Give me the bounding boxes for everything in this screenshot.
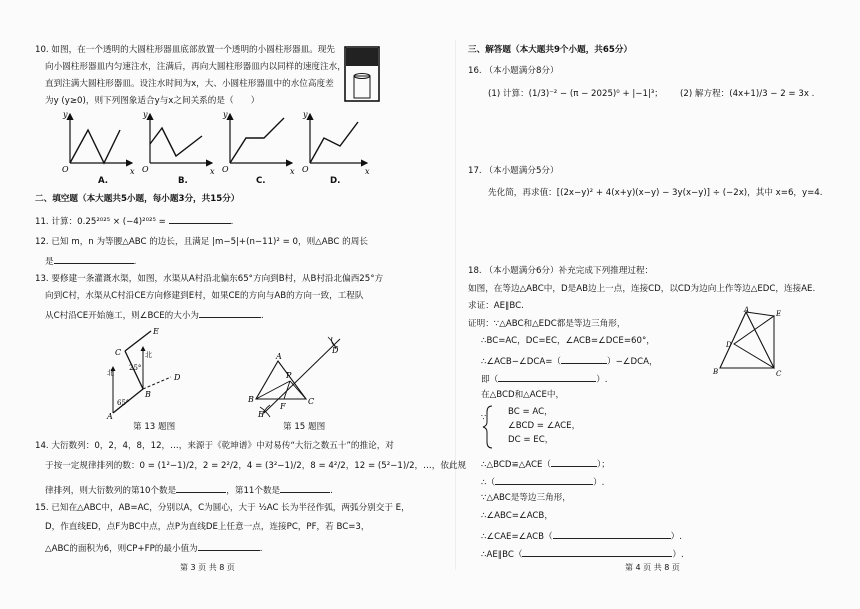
q11: 11. 计算：0.25²⁰²⁵ × (−4)²⁰²⁵ = . — [35, 214, 233, 228]
q18-proof8: ∵△ABC是等边三角形， — [481, 493, 571, 503]
svg-text:25°: 25° — [129, 364, 142, 372]
graph-option-a — [62, 110, 135, 176]
q13-line3: 从C村沿CE开始施工，则∠BCE的大小为 . — [45, 308, 264, 322]
q14-line2: 于按一定规律排列的数：0 = (1²−1)/2，2 = 2²/2，4 = (3²−1)/2，8 = 4²/2，12 = (5²−1)/2，…，依此规 — [45, 461, 467, 471]
svg-text:A: A — [744, 306, 750, 314]
q18-proof9: ∴∠ABC=∠ACB， — [481, 511, 553, 521]
svg-text:P: P — [286, 371, 292, 380]
q18-proof2: ∴BC=AC，DC=EC，∠ACB=∠DCE=60°， — [481, 336, 655, 346]
q18-line1: 如图，在等边△ABC中，D是AB边上一点，连接CD，以CD为边向上作等边△EDC，连接AE. — [468, 284, 816, 294]
svg-text:O: O — [222, 165, 229, 174]
figure-18 — [712, 306, 787, 378]
q10-line1: 10. 如图，在一个透明的大圆柱形器皿底部放置一个透明的小圆柱形器皿。现先 — [35, 45, 335, 55]
svg-text:A: A — [276, 352, 282, 361]
q12-line1: 12. 已知 m，n 为等腰△ABC 的边长，且满足 |m−5|+(n−11)² = 0，则△ABC 的周长 — [35, 237, 368, 247]
q18-proof3: ∴∠ACB−∠DCA=（ ）−∠DCA， — [481, 354, 658, 368]
q15-line1: 15. 已知在△ABC中，AB=AC，分别以A，C为圆心，大于 ½AC 长为半径作弧，两弧分别交于 E， — [35, 503, 410, 513]
left-page-footer: 第 3 页 共 8 页 — [180, 563, 235, 572]
svg-text:x: x — [210, 167, 215, 176]
figure-15 — [248, 333, 348, 419]
brace-line1: BC = AC， — [508, 407, 553, 417]
graph-option-b — [142, 110, 215, 176]
svg-text:B: B — [713, 368, 719, 376]
q16-part2: (2) 解方程：(4x+1)/3 − 2 = 3x . — [680, 89, 815, 99]
option-a-label: A. — [98, 176, 109, 186]
q16-title: 16. （本小题满分8分） — [468, 66, 559, 76]
q14-line3: 律排列，则大衍数列的第10个数是 ，第11个数是 . — [45, 483, 333, 497]
svg-text:C: C — [308, 397, 315, 406]
svg-text:O: O — [302, 165, 309, 174]
svg-text:B: B — [145, 390, 151, 399]
q18-title: 18. （本小题满分6分）补充完成下列推理过程： — [468, 266, 654, 276]
svg-text:E: E — [153, 327, 159, 336]
svg-text:E: E — [258, 410, 264, 419]
svg-text:y: y — [223, 110, 228, 119]
graph-option-d — [302, 110, 370, 176]
svg-text:E: E — [776, 310, 782, 318]
fig15-caption: 第 15 题图 — [283, 422, 326, 432]
q18-proof11: ∴AE∥BC（ ）. — [481, 547, 684, 561]
q10-line2: 向小圆柱形器皿内匀速注水，注满后，再向大圆柱形器皿内以同样的速度注水， — [45, 62, 346, 72]
svg-text:65°: 65° — [117, 399, 130, 407]
svg-text:O: O — [62, 165, 69, 174]
q18-proof7: ∴（ ）. — [481, 475, 604, 489]
svg-text:A: A — [107, 412, 113, 420]
option-c-label: C. — [256, 176, 266, 186]
svg-text:D: D — [174, 373, 181, 382]
q18-proof6: ∴△BCD≌△ACE（ ）； — [481, 457, 610, 471]
svg-text:x: x — [130, 167, 135, 176]
figure-13 — [95, 325, 205, 420]
q18-proof5: 在△BCD和△ACE中， — [481, 390, 565, 400]
q14-line1: 14. 大衍数列：0，2，4，8，12，…，来源于《乾坤谱》中对易传“大衍之数五十”的推论，对 — [35, 441, 394, 451]
svg-text:北: 北 — [107, 369, 114, 377]
cylinder-container-figure — [343, 44, 383, 104]
svg-text:x: x — [365, 167, 370, 176]
q17-text: 先化简，再求值：[(2x−y)² + 4(x+y)(x−y) − 3y(x−y)] ÷ (−2x)，其中 x=6，y=4. — [488, 188, 823, 198]
svg-text:O: O — [142, 165, 149, 174]
q10-line4: 为y (y≥0)，则下列图象适合y与x之间关系的是（ ） — [45, 96, 260, 106]
svg-text:D: D — [726, 341, 732, 349]
fig13-caption: 第 13 题图 — [133, 422, 176, 432]
svg-text:y: y — [63, 110, 68, 119]
q15-line2: D，作直线ED，点F为BC中点，点P为直线DE上任意一点，连接PC，PF，若 BC=3， — [45, 522, 370, 532]
graph-option-c — [222, 110, 295, 176]
svg-text:B: B — [248, 395, 254, 404]
q13-line1: 13. 要修建一条灌溉水渠，如图，水渠从A村沿北偏东65°方向到B村，从B村沿北偏西25°方 — [35, 274, 384, 284]
q10-option-graphs — [62, 108, 372, 186]
section-3-heading: 三、解答题（本大题共9个小题，共65分） — [468, 45, 633, 55]
section-2-heading: 二、填空题（本大题共5小题，每小题3分，共15分） — [35, 194, 240, 204]
svg-text:C: C — [115, 348, 122, 357]
q18-proof1: 证明：∵△ABC和△EDC都是等边三角形， — [468, 319, 626, 329]
svg-text:y: y — [303, 110, 308, 119]
svg-text:y: y — [143, 110, 148, 119]
q18-line2: 求证：AE∥BC. — [468, 301, 524, 311]
q18-proof4: 即（ ）. — [481, 372, 608, 386]
svg-text:C: C — [776, 370, 782, 378]
q17-title: 17. （本小题满分5分） — [468, 166, 559, 176]
svg-text:F: F — [280, 402, 286, 411]
svg-text:D: D — [332, 346, 339, 355]
q18-proof10: ∴∠CAE=∠ACB（ ）. — [481, 529, 682, 543]
q10-line3: 直到注满大圆柱形器皿。设注水时间为x，大、小圆柱形器皿中的水位高度差 — [45, 79, 334, 89]
q16-part1: (1) 计算：(1/3)⁻² − (π − 2025)⁰ + |−1|³； — [488, 89, 663, 99]
brace-line2: ∠BCD = ∠ACE， — [508, 421, 581, 431]
svg-text:x: x — [290, 167, 295, 176]
page-divider — [455, 40, 456, 570]
q12-line2: 是 . — [45, 254, 136, 268]
brace-line3: DC = EC， — [508, 435, 554, 445]
option-d-label: D. — [330, 176, 341, 186]
q15-line3: △ABC的面积为6，则CP+FP的最小值为 . — [45, 541, 262, 555]
q13-line2: 向到C村，水渠从C村沿CE方向修建到E村，如果CE的方向与AB的方向一致，工程队 — [45, 291, 364, 301]
therefore-mark: ∵ — [481, 413, 487, 422]
right-page-footer: 第 4 页 共 8 页 — [625, 563, 680, 572]
svg-text:北: 北 — [145, 351, 152, 359]
option-b-label: B. — [178, 176, 188, 186]
